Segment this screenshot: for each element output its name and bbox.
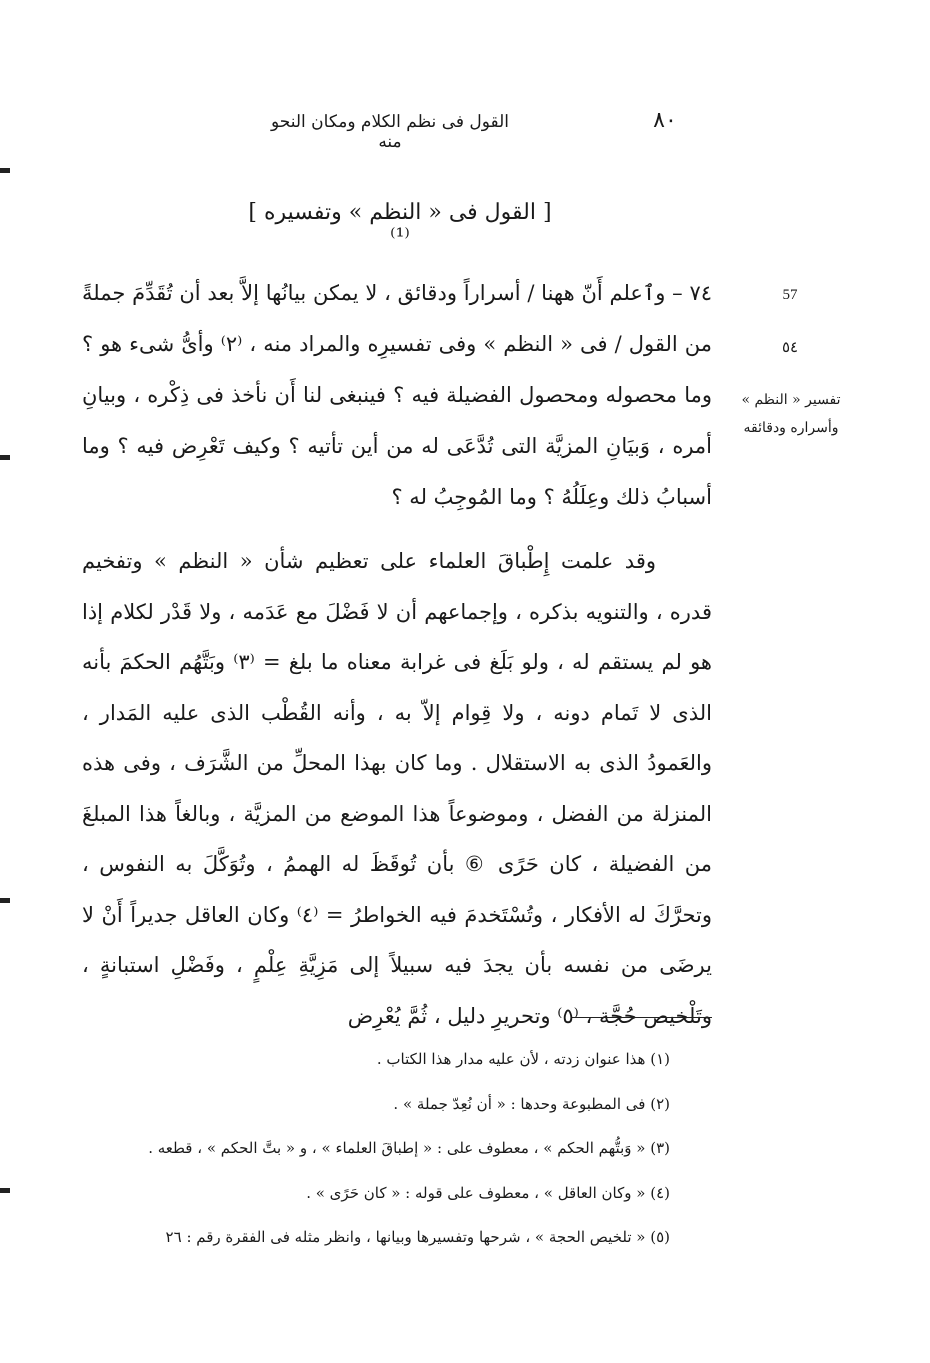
footnotes: [100, 1046, 670, 1269]
scan-edge-mark: [0, 898, 10, 903]
section-heading: [ القول فى « النظم » وتفسيره ] ⁽¹⁾: [248, 200, 552, 250]
margin-note: تفسير « النظم » وأسراره ودقائقه: [741, 392, 841, 436]
body-paragraph: وقد علمت إِطْباقَ العلماء على تعظيم شأن « النظم » وتفخيم قدره ، والتنويه بذكره ، وإجماعهم أن لا فَضْلَ مع عَدَمه ، ولا قَدْر لكلام إذا هو لم يستقم له ، ولو بَلَغ فى غرابة معناه ما بلغ = ⁽٣⁾ وبَتَّهُم الحكمَ بأنه الذى لا تَمام دونه ، ولا قِوام إلاّ به ، وأنه القُطْب الذى عليه المَدار ، والعَمودُ الذى به الاستقلال . وما كان بهذا المحلِّ من الشَّرَف ، وفى هذه المنزلة من الفضل ، وموضوعاً هذا الموضع من المزيَّة ، وبالغاً هذا المبلغَ من الفضيلة ، كان حَرًى ⑥ بأن تُوقَظَ له الهممُ ، وتُوَكَّلَ به النفوس ، وتحرَّكَ له الأفكار ، وتُسْتَخدمَ فيه الخواطرُ = ⁽٤⁾ وكان العاقل جديراً أَنْ لا يرضَى من نفسه بأن يجدَ فيه سبيلاً إلى مَزِيَّةِ عِلْمٍ ، وفَضْلِ استبانةٍ ، وتَلْخيص حُجَّة ، ⁽٥⁾ وتحريرِ دليل ، ثُمَّ يُعْرِض: [82, 549, 713, 1028]
footnote: (٤) « وكان العاقل » ، معطوف على قوله : « كان حَرًى » .: [306, 1183, 670, 1202]
running-header: القول فى نظم الكلام ومكان النحو منه: [270, 112, 510, 152]
scan-edge-mark: [0, 1188, 10, 1193]
body-paragraph: ٧٤ – وٱعلم أَنّ ههنا / أسراراً ودقائق ، لا يمكن بيانُها إلاَّ بعد أن تُقَدِّمَ جملةً من القول / فى « النظم » وفى تفسيرِه والمراد منه ، ⁽٢⁾ وأىُّ شىء هو ؟ وما محصوله ومحصول الفضيلة فيه ؟ فينبغى لنا أَن نأخذ فى ذِكْره ، وبيانِ أمره ، وَبيَانِ المزيَّة التى تُدَّعَى له من أين تأتيه ؟ وكيف تَعْرِض فيه ؟ وما أسبابُ ذلك وعِلَلُهُ ؟ وما المُوجِبُ له ؟: [82, 281, 712, 509]
footnote: (٣) « وَبتُّهم الحكم » ، معطوف على : « إطباقَ العلماء » ، و « بتَّ الحكم » ، قطعه .: [148, 1139, 670, 1157]
scan-edge-mark: [0, 455, 10, 460]
margin-page-reference: ٥٤: [781, 340, 799, 356]
margin-page-reference: 57: [782, 287, 798, 303]
page-number: ٨٠: [653, 108, 677, 133]
footnote-separator: [572, 1017, 712, 1018]
footnote: (١) هذا عنوان زدته ، لأن عليه مدار هذا الكتاب .: [376, 1050, 670, 1068]
scan-edge-mark: [0, 168, 10, 173]
footnote: (٥) « تلخيص الحجة » ، شرحها وتفسيرها وبيانها ، وانظر مثله فى الفقرة رقم : ٢٦: [165, 1228, 670, 1246]
footnote: (٢) فى المطبوعة وحدها : « أن نُعِدّ جملة » .: [393, 1094, 670, 1113]
